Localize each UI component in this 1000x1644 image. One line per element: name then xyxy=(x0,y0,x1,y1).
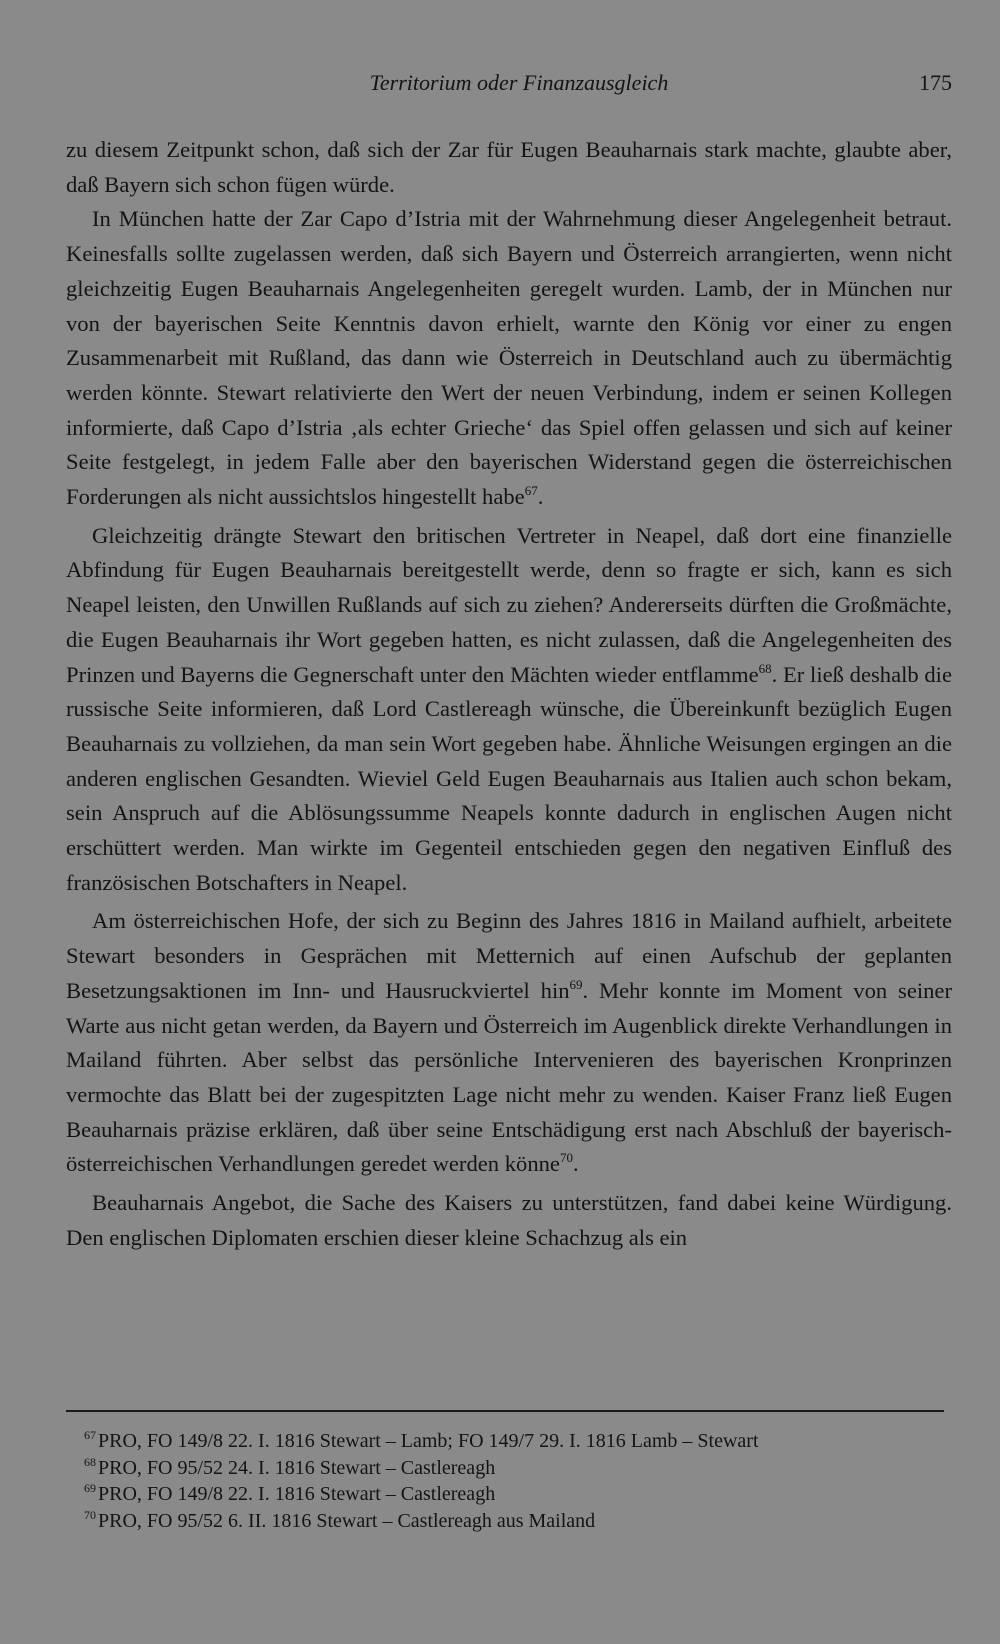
footnote-reference: 70 xyxy=(559,1150,573,1166)
footnote xyxy=(84,1481,944,1508)
paragraph xyxy=(66,202,952,514)
footnote-divider xyxy=(66,1410,944,1412)
paragraph xyxy=(66,133,952,202)
footnotes xyxy=(84,1428,944,1534)
footnote-text: PRO, FO 149/8 22. I. 1816 Stewart – Castlereagh xyxy=(98,1483,496,1505)
text-run: . Mehr konnte im Moment von seiner Warte aus nicht getan werden, da Bayern und Österreich im Augenblick direkte Verhandlungen in Mailand führten. Aber selbst das persönliche Intervenieren des bayerischen Kronprinzen vermochte das Blatt bei der zugespitzten Lage nicht mehr zu wenden. Kaiser Franz ließ Eugen Beauharnais präzise erklären, daß über seine Entschädigung erst nach Abschluß der bayerisch-österreichischen Verhandlungen geredet werden könne xyxy=(66,977,952,1177)
text-run: . Er ließ deshalb die russische Seite informieren, daß Lord Castlereagh wünsche, die Übereinkunft bezüglich Eugen Beauharnais zu vollziehen, da man sein Wort gegeben habe. Ähnliche Weisungen ergingen an die anderen englischen Gesandten. Wieviel Geld Eugen Beauharnais aus Italien auch schon bekam, sein Anspruch auf die Ablösungssumme Neapels konnte dadurch in englischen Augen nicht erschüttert werden. Man wirkte im Gegenteil entschieden gegen den negativen Einfluß des französischen Botschafters in Neapel. xyxy=(66,661,952,895)
footnote-reference: 68 xyxy=(758,660,772,676)
running-title: Territorium oder Finanzausgleich xyxy=(369,70,669,95)
footnote-text: PRO, FO 95/52 6. II. 1816 Stewart – Castlereagh aus Mailand xyxy=(98,1509,596,1532)
page-header xyxy=(66,66,952,100)
footnote-number: 70 xyxy=(84,1507,96,1522)
text-run: . xyxy=(537,484,544,510)
paragraph xyxy=(66,519,952,901)
text-run: Beauharnais Angebot, die Sache des Kaisers zu unterstützen, fand dabei keine Würdigung. Den englischen Diplomaten erschien dieser kleine Schachzug als ein xyxy=(66,1190,952,1250)
footnote xyxy=(84,1428,944,1455)
footnote-number: 69 xyxy=(84,1481,96,1495)
page-number: 175 xyxy=(919,70,952,95)
footnote-number: 68 xyxy=(84,1454,96,1469)
footnote xyxy=(84,1455,944,1482)
paragraph xyxy=(66,904,952,1182)
text-run: zu diesem Zeitpunkt schon, daß sich der Zar für Eugen Beauharnais stark machte, glaubte aber, daß Bayern sich schon fügen würde. xyxy=(66,137,952,197)
footnote-number: 67 xyxy=(84,1428,96,1442)
text-run: In München hatte der Zar Capo d’Istria mit der Wahrnehmung dieser Angelegenheit betraut. Keinesfalls sollte zugelassen werden, daß sich Bayern und Österreich arrangierten, wenn nicht gleichzeitig Eugen Beauharnais Angelegenheiten geregelt wurden. Lamb, der in München nur von der bayerischen Seite Kenntnis davon erhielt, warnte den König vor einer zu engen Zusammenarbeit mit Rußland, das dann wie Österreich in Deutschland auch zu übermächtig werden könnte. Stewart relativierte den Wert der neuen Verbindung, indem er seinen Kollegen informierte, daß Capo d’Istria ‚als echter Grieche‘ das Spiel offen gelassen und sich auf keiner Seite festgelegt, in jedem Falle aber den bayerischen Widerstand gegen die österreichischen Forderungen als nicht aussichtslos hingestellt habe xyxy=(66,206,952,510)
paragraph xyxy=(66,1186,952,1255)
text-run: . xyxy=(572,1151,579,1177)
footnote-reference: 67 xyxy=(524,483,538,499)
text-run: Gleichzeitig drängte Stewart den britischen Vertreter in Neapel, daß dort eine finanzielle Abfindung für Eugen Beauharnais bereitgestellt werde, denn so fragte er sich, kann es sich Neapel leisten, den Unwillen Rußlands auf sich zu ziehen? Andererseits dürften die Großmächte, die Eugen Beauharnais ihr Wort gegeben hatten, es nicht zulassen, daß die Angelegenheiten des Prinzen und Bayerns die Gegnerschaft unter den Mächten wieder entflamme xyxy=(66,522,952,687)
footnote-text: PRO, FO 149/8 22. I. 1816 Stewart – Lamb; FO 149/7 29. I. 1816 Lamb – Stewart xyxy=(98,1430,759,1452)
footnote xyxy=(84,1508,944,1535)
footnote-reference: 69 xyxy=(569,976,583,992)
text-run: Am österreichischen Hofe, der sich zu Beginn des Jahres 1816 in Mailand aufhielt, arbeitete Stewart besonders in Gesprächen mit Metternich auf einen Aufschub der geplanten Besetzungsaktionen im Inn- und Hausruckviertel hin xyxy=(66,908,952,1003)
footnote-text: PRO, FO 95/52 24. I. 1816 Stewart – Castlereagh xyxy=(98,1456,496,1479)
body-text xyxy=(66,133,952,1256)
